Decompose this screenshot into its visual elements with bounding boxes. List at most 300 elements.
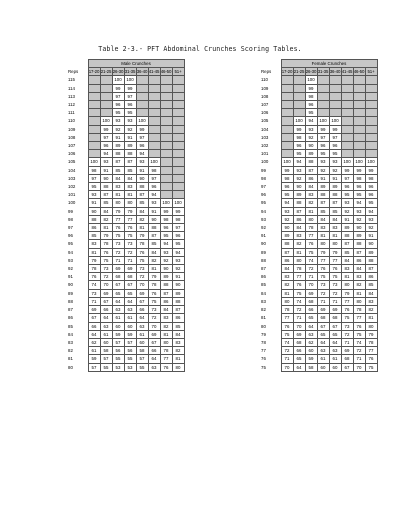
score-cell: 85 bbox=[317, 207, 329, 215]
score-cell: 96 bbox=[365, 183, 377, 191]
score-cell bbox=[329, 76, 341, 84]
score-cell: 93 bbox=[160, 248, 172, 256]
age-group-header: 17-20 bbox=[88, 69, 100, 75]
score-cell: 91 bbox=[329, 174, 341, 182]
score-cell: 60 bbox=[124, 322, 136, 330]
score-cell: 80 bbox=[341, 281, 353, 289]
score-cell: 80 bbox=[365, 322, 377, 330]
score-cell: 72 bbox=[124, 248, 136, 256]
score-cell: 76 bbox=[365, 355, 377, 363]
score-cell: 96 bbox=[353, 183, 365, 191]
reps-value: 115 bbox=[68, 77, 75, 83]
score-cell: 86 bbox=[281, 256, 293, 264]
score-cell: 63 bbox=[317, 347, 329, 355]
score-cell bbox=[148, 142, 160, 150]
score-cell: 80 bbox=[329, 240, 341, 248]
score-cell: 53 bbox=[112, 363, 124, 371]
score-cell bbox=[160, 191, 172, 199]
score-cell: 81 bbox=[100, 224, 112, 232]
score-cell: 74 bbox=[88, 281, 100, 289]
score-cell bbox=[317, 109, 329, 117]
score-cell: 85 bbox=[136, 199, 148, 207]
score-cell: 78 bbox=[100, 240, 112, 248]
table-row bbox=[260, 289, 377, 297]
score-cell: 95 bbox=[172, 240, 184, 248]
score-cell bbox=[293, 101, 305, 109]
score-cell: 86 bbox=[305, 174, 317, 182]
table-row bbox=[260, 248, 377, 256]
score-cell: 93 bbox=[353, 207, 365, 215]
table-row bbox=[260, 92, 377, 100]
table-row bbox=[67, 281, 184, 289]
table-row bbox=[260, 232, 377, 240]
score-cell: 90 bbox=[172, 281, 184, 289]
score-cell: 75 bbox=[365, 363, 377, 371]
reps-value: 81 bbox=[261, 315, 266, 321]
score-cell: 69 bbox=[148, 330, 160, 338]
table-row bbox=[260, 207, 377, 215]
score-cell: 95 bbox=[305, 109, 317, 117]
table-row bbox=[67, 338, 184, 346]
score-cell bbox=[172, 76, 184, 84]
score-cell: 72 bbox=[281, 347, 293, 355]
score-cell: 73 bbox=[329, 281, 341, 289]
score-cell: 76 bbox=[341, 306, 353, 314]
score-cell bbox=[329, 109, 341, 117]
reps-value: 89 bbox=[261, 249, 266, 255]
reps-value: 93 bbox=[261, 216, 266, 222]
score-cell: 73 bbox=[317, 281, 329, 289]
reps-value: 111 bbox=[68, 110, 75, 116]
score-cell: 69 bbox=[329, 306, 341, 314]
score-cell: 61 bbox=[136, 330, 148, 338]
score-cell: 93 bbox=[365, 215, 377, 223]
score-cell: 83 bbox=[341, 265, 353, 273]
score-cell bbox=[281, 117, 293, 125]
score-cell: 70 bbox=[100, 281, 112, 289]
score-cell: 69 bbox=[341, 347, 353, 355]
score-cell bbox=[341, 142, 353, 150]
score-cell: 60 bbox=[329, 363, 341, 371]
score-cell: 93 bbox=[88, 191, 100, 199]
score-cell: 97 bbox=[317, 133, 329, 141]
score-cell: 88 bbox=[317, 191, 329, 199]
reps-value: 95 bbox=[68, 241, 73, 247]
score-cell: 77 bbox=[329, 256, 341, 264]
score-cell: 99 bbox=[365, 166, 377, 174]
score-cell: 65 bbox=[317, 330, 329, 338]
score-cell bbox=[160, 166, 172, 174]
reps-value: 110 bbox=[261, 77, 268, 83]
reps-value: 75 bbox=[261, 364, 266, 370]
score-cell: 79 bbox=[136, 232, 148, 240]
reps-value: 97 bbox=[68, 225, 73, 231]
score-cell: 75 bbox=[281, 330, 293, 338]
score-cell bbox=[172, 142, 184, 150]
score-cell: 99 bbox=[329, 125, 341, 133]
score-cell bbox=[172, 92, 184, 100]
score-cell: 91 bbox=[172, 273, 184, 281]
score-cell: 87 bbox=[353, 248, 365, 256]
score-cell: 94 bbox=[136, 150, 148, 158]
score-cell: 75 bbox=[112, 232, 124, 240]
score-cell: 85 bbox=[365, 281, 377, 289]
reps-value: 106 bbox=[68, 151, 76, 157]
reps-value: 93 bbox=[68, 257, 73, 263]
age-group-header: 51+ bbox=[172, 68, 184, 76]
score-cell bbox=[317, 76, 329, 84]
score-cell: 98 bbox=[353, 174, 365, 182]
score-cell: 100 bbox=[88, 158, 100, 166]
reps-value: 102 bbox=[261, 143, 269, 149]
reps-value: 81 bbox=[68, 356, 73, 362]
score-cell: 97 bbox=[88, 174, 100, 182]
reps-value: 101 bbox=[68, 192, 76, 198]
table-row bbox=[260, 191, 377, 199]
reps-value: 100 bbox=[68, 200, 76, 206]
score-cell bbox=[136, 92, 148, 100]
score-cell: 85 bbox=[88, 232, 100, 240]
score-cell: 72 bbox=[136, 273, 148, 281]
score-cell: 71 bbox=[329, 297, 341, 305]
score-cell: 94 bbox=[100, 150, 112, 158]
score-cell: 81 bbox=[353, 289, 365, 297]
score-cell: 96 bbox=[112, 101, 124, 109]
score-cell: 83 bbox=[365, 297, 377, 305]
score-cell: 92 bbox=[293, 174, 305, 182]
score-cell bbox=[281, 150, 293, 158]
score-cell: 87 bbox=[293, 207, 305, 215]
score-cell: 81 bbox=[112, 191, 124, 199]
reps-value: 103 bbox=[68, 175, 76, 181]
table-row bbox=[260, 158, 377, 166]
score-cell: 74 bbox=[353, 338, 365, 346]
score-cell bbox=[148, 150, 160, 158]
score-cell: 70 bbox=[305, 281, 317, 289]
score-cell: 75 bbox=[353, 330, 365, 338]
score-cell: 84 bbox=[353, 265, 365, 273]
score-cell: 87 bbox=[124, 158, 136, 166]
score-cell: 94 bbox=[305, 117, 317, 125]
score-cell: 73 bbox=[148, 306, 160, 314]
score-cell: 64 bbox=[329, 338, 341, 346]
score-cell: 76 bbox=[88, 273, 100, 281]
score-cell: 98 bbox=[305, 92, 317, 100]
score-cell: 65 bbox=[293, 355, 305, 363]
score-cell: 79 bbox=[148, 273, 160, 281]
score-cell: 88 bbox=[341, 232, 353, 240]
score-cell: 92 bbox=[124, 125, 136, 133]
score-cell bbox=[172, 133, 184, 141]
score-cell: 96 bbox=[365, 191, 377, 199]
table-row bbox=[67, 248, 184, 256]
score-cell bbox=[160, 150, 172, 158]
score-cell bbox=[341, 76, 353, 84]
score-cell bbox=[148, 84, 160, 92]
score-cell bbox=[172, 150, 184, 158]
score-cell: 79 bbox=[329, 248, 341, 256]
score-cell bbox=[88, 101, 100, 109]
score-cell: 80 bbox=[305, 215, 317, 223]
score-cell: 60 bbox=[136, 338, 148, 346]
score-cell: 63 bbox=[148, 363, 160, 371]
score-cell: 82 bbox=[293, 240, 305, 248]
score-cell: 92 bbox=[353, 215, 365, 223]
table-row bbox=[260, 101, 377, 109]
age-header-row bbox=[260, 68, 377, 76]
score-cell bbox=[281, 92, 293, 100]
score-cell bbox=[148, 76, 160, 84]
table-row bbox=[67, 232, 184, 240]
score-cell: 99 bbox=[293, 125, 305, 133]
score-cell: 87 bbox=[100, 191, 112, 199]
score-cell bbox=[281, 101, 293, 109]
reps-value: 85 bbox=[68, 323, 73, 329]
reps-value: 89 bbox=[68, 290, 73, 296]
reps-value: 105 bbox=[68, 159, 76, 165]
reps-value: 95 bbox=[261, 200, 266, 206]
reps-value: 114 bbox=[68, 85, 75, 91]
score-cell: 90 bbox=[148, 215, 160, 223]
score-cell: 89 bbox=[329, 183, 341, 191]
score-cell bbox=[365, 84, 377, 92]
score-cell: 77 bbox=[341, 297, 353, 305]
score-cell: 100 bbox=[100, 117, 112, 125]
table-row bbox=[260, 76, 377, 84]
score-cell: 84 bbox=[365, 289, 377, 297]
score-cell bbox=[160, 158, 172, 166]
table-row bbox=[67, 215, 184, 223]
score-cell: 63 bbox=[124, 306, 136, 314]
table-row bbox=[260, 224, 377, 232]
score-cell: 76 bbox=[353, 322, 365, 330]
score-cell: 85 bbox=[341, 248, 353, 256]
score-cell: 78 bbox=[281, 306, 293, 314]
score-cell: 92 bbox=[317, 166, 329, 174]
score-cell: 83 bbox=[353, 273, 365, 281]
score-cell: 61 bbox=[112, 314, 124, 322]
score-cell: 64 bbox=[88, 330, 100, 338]
score-cell: 85 bbox=[329, 207, 341, 215]
score-cell bbox=[365, 150, 377, 158]
reps-value: 87 bbox=[261, 266, 266, 272]
score-cell: 71 bbox=[112, 256, 124, 264]
score-cell bbox=[353, 101, 365, 109]
score-cell: 69 bbox=[100, 289, 112, 297]
group-header-row bbox=[260, 60, 377, 68]
reps-value: 91 bbox=[261, 233, 266, 239]
table-row bbox=[67, 355, 184, 363]
score-cell: 73 bbox=[112, 240, 124, 248]
score-cell: 96 bbox=[305, 101, 317, 109]
score-cell: 94 bbox=[148, 191, 160, 199]
score-cell: 84 bbox=[124, 174, 136, 182]
score-cell: 94 bbox=[353, 199, 365, 207]
score-cell: 93 bbox=[148, 199, 160, 207]
score-cell: 100 bbox=[317, 117, 329, 125]
score-cell bbox=[148, 125, 160, 133]
score-cell: 67 bbox=[329, 322, 341, 330]
score-cell: 84 bbox=[112, 174, 124, 182]
score-cell: 88 bbox=[124, 150, 136, 158]
score-cell: 84 bbox=[160, 306, 172, 314]
score-cell: 95 bbox=[112, 109, 124, 117]
score-cell: 64 bbox=[305, 322, 317, 330]
score-cell: 66 bbox=[305, 306, 317, 314]
score-cell: 93 bbox=[112, 117, 124, 125]
reps-value: 101 bbox=[261, 151, 269, 157]
reps-value: 91 bbox=[68, 274, 73, 280]
score-cell: 88 bbox=[293, 199, 305, 207]
score-cell: 97 bbox=[148, 174, 160, 182]
score-cell: 92 bbox=[281, 215, 293, 223]
score-cell: 71 bbox=[281, 355, 293, 363]
score-cell bbox=[293, 92, 305, 100]
score-cell bbox=[341, 92, 353, 100]
score-cell: 58 bbox=[305, 363, 317, 371]
score-cell: 77 bbox=[293, 273, 305, 281]
score-cell bbox=[293, 109, 305, 117]
score-cell: 78 bbox=[365, 338, 377, 346]
score-cell: 84 bbox=[293, 224, 305, 232]
table-row bbox=[260, 125, 377, 133]
score-cell: 79 bbox=[88, 256, 100, 264]
score-cell: 89 bbox=[293, 191, 305, 199]
score-cell: 64 bbox=[148, 355, 160, 363]
score-cell: 92 bbox=[329, 166, 341, 174]
score-cell: 96 bbox=[148, 183, 160, 191]
score-cell: 97 bbox=[172, 224, 184, 232]
table-row bbox=[67, 109, 184, 117]
score-cell: 79 bbox=[124, 207, 136, 215]
score-cell: 69 bbox=[88, 306, 100, 314]
score-cell: 100 bbox=[305, 76, 317, 84]
score-cell: 88 bbox=[353, 240, 365, 248]
score-cell bbox=[341, 150, 353, 158]
reps-value: 90 bbox=[68, 282, 73, 288]
score-cell: 82 bbox=[353, 281, 365, 289]
score-cell bbox=[341, 101, 353, 109]
score-cell: 64 bbox=[317, 338, 329, 346]
score-cell: 76 bbox=[160, 363, 172, 371]
score-cell: 65 bbox=[112, 289, 124, 297]
score-cell: 66 bbox=[100, 306, 112, 314]
score-cell: 90 bbox=[365, 240, 377, 248]
score-cell: 84 bbox=[172, 330, 184, 338]
score-cell: 60 bbox=[305, 347, 317, 355]
score-cell: 98 bbox=[281, 174, 293, 182]
score-cell: 88 bbox=[281, 240, 293, 248]
score-cell: 64 bbox=[136, 314, 148, 322]
score-cell: 68 bbox=[329, 314, 341, 322]
score-cell bbox=[172, 158, 184, 166]
table-row bbox=[67, 297, 184, 305]
score-cell: 100 bbox=[136, 117, 148, 125]
score-cell: 96 bbox=[341, 183, 353, 191]
score-cell bbox=[160, 174, 172, 182]
score-cell: 55 bbox=[100, 363, 112, 371]
score-cell bbox=[353, 92, 365, 100]
score-cell: 91 bbox=[365, 232, 377, 240]
table-row bbox=[67, 76, 184, 84]
score-cell: 83 bbox=[124, 183, 136, 191]
table-row bbox=[260, 338, 377, 346]
score-cell: 99 bbox=[112, 84, 124, 92]
score-cell bbox=[88, 125, 100, 133]
score-cell: 76 bbox=[112, 224, 124, 232]
score-cell: 59 bbox=[112, 330, 124, 338]
score-cell bbox=[148, 92, 160, 100]
score-cell: 92 bbox=[112, 125, 124, 133]
score-cell: 97 bbox=[136, 133, 148, 141]
score-cell: 60 bbox=[317, 363, 329, 371]
age-group-header: 21-25 bbox=[100, 69, 112, 75]
reps-value: 87 bbox=[68, 307, 73, 313]
score-cell: 71 bbox=[341, 338, 353, 346]
score-cell bbox=[365, 133, 377, 141]
table-row bbox=[260, 273, 377, 281]
score-cell: 81 bbox=[281, 289, 293, 297]
reps-value: 94 bbox=[261, 208, 266, 214]
score-cell: 97 bbox=[100, 133, 112, 141]
reps-value: 79 bbox=[261, 331, 266, 337]
score-cell bbox=[353, 125, 365, 133]
age-header-row bbox=[67, 68, 184, 76]
score-cell: 75 bbox=[329, 273, 341, 281]
reps-header: Reps bbox=[68, 69, 79, 75]
table-row bbox=[67, 347, 184, 355]
score-cell: 95 bbox=[317, 150, 329, 158]
score-cell: 65 bbox=[329, 330, 341, 338]
score-cell bbox=[160, 92, 172, 100]
score-cell: 68 bbox=[317, 314, 329, 322]
score-cell: 68 bbox=[293, 338, 305, 346]
score-cell: 88 bbox=[100, 183, 112, 191]
score-cell bbox=[172, 174, 184, 182]
score-cell: 61 bbox=[329, 355, 341, 363]
table-row bbox=[260, 265, 377, 273]
score-cell: 67 bbox=[112, 281, 124, 289]
score-cell: 68 bbox=[341, 355, 353, 363]
reps-value: 113 bbox=[68, 93, 75, 99]
score-cell: 64 bbox=[112, 297, 124, 305]
score-cell: 77 bbox=[305, 232, 317, 240]
reps-value: 106 bbox=[261, 110, 269, 116]
reps-value: 108 bbox=[68, 134, 76, 140]
table-row bbox=[67, 306, 184, 314]
score-cell: 73 bbox=[124, 240, 136, 248]
score-cell: 83 bbox=[172, 338, 184, 346]
reps-value: 88 bbox=[261, 257, 266, 263]
score-cell: 87 bbox=[160, 289, 172, 297]
score-cell: 95 bbox=[88, 183, 100, 191]
score-cell: 99 bbox=[317, 125, 329, 133]
score-cell: 96 bbox=[172, 232, 184, 240]
score-cell: 75 bbox=[305, 248, 317, 256]
score-cell: 88 bbox=[112, 150, 124, 158]
score-cell: 67 bbox=[124, 281, 136, 289]
score-cell: 62 bbox=[305, 338, 317, 346]
score-cell: 79 bbox=[100, 232, 112, 240]
score-cell: 88 bbox=[329, 191, 341, 199]
table-row bbox=[67, 92, 184, 100]
score-cell: 71 bbox=[124, 256, 136, 264]
reps-header: Reps bbox=[261, 69, 272, 75]
score-cell bbox=[365, 125, 377, 133]
score-cell bbox=[148, 109, 160, 117]
reps-value: 110 bbox=[68, 118, 75, 124]
score-cell: 82 bbox=[148, 256, 160, 264]
